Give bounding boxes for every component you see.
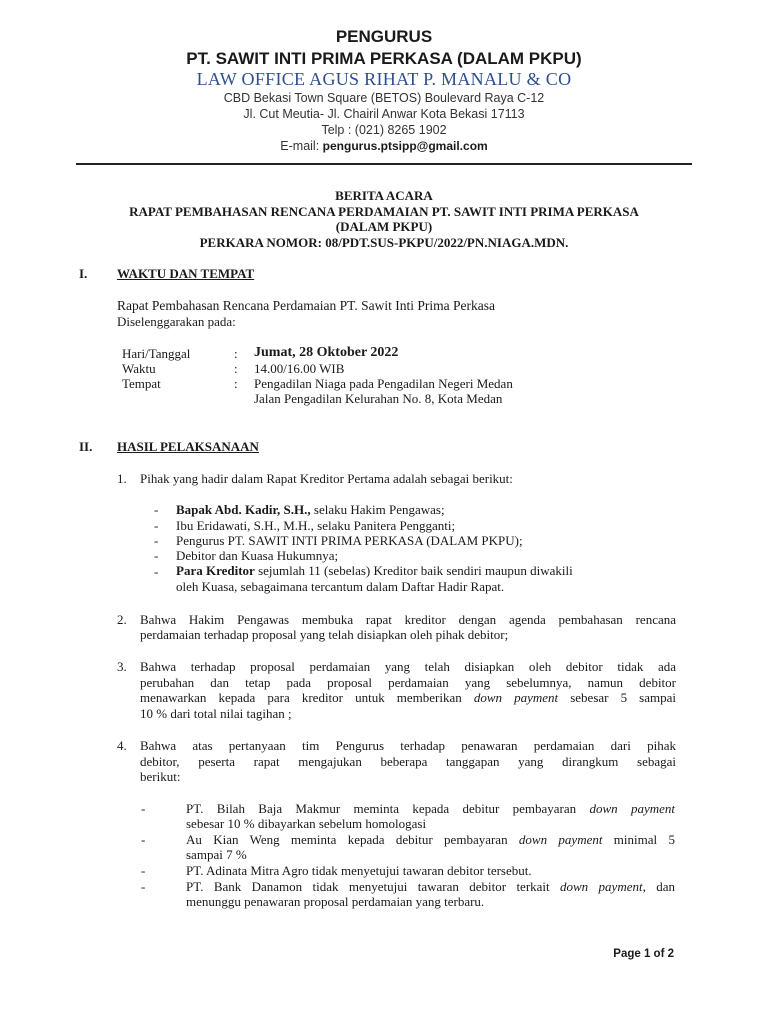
bullet-dash: - bbox=[154, 548, 159, 563]
doc-subtitle: RAPAT PEMBAHASAN RENCANA PERDAMAIAN PT. SAWIT INTI PRIMA PERKASA bbox=[129, 204, 639, 219]
bullet-dash: - bbox=[154, 518, 159, 533]
section-2-heading: HASIL PELAKSANAAN bbox=[117, 439, 259, 454]
row-date-label: Hari/Tanggal bbox=[122, 346, 191, 361]
attendee-1-name: Bapak Abd. Kadir, S.H., bbox=[176, 502, 311, 517]
response-4 bbox=[186, 879, 675, 894]
response-2-down-payment: down payment bbox=[518, 832, 603, 847]
response-4-line-2: menunggu penawaran proposal perdamaian yang terbaru. bbox=[186, 894, 485, 909]
letterhead-address-2: Jl. Cut Meutia- Jl. Chairil Anwar Kota Bekasi 17113 bbox=[243, 107, 525, 121]
bullet-dash: - bbox=[141, 863, 146, 878]
email-label: E-mail: bbox=[280, 139, 323, 153]
item-4-line-2: debitor, peserta rapat mengajukan beberapa tanggapan yang dirangkum sebagai bbox=[140, 754, 676, 769]
item-3-number: 3. bbox=[117, 659, 127, 674]
response-2 bbox=[186, 832, 675, 847]
row-time-label: Waktu bbox=[122, 361, 156, 376]
item-1-number: 1. bbox=[117, 471, 127, 486]
item-3-line-1: Bahwa terhadap proposal perdamaian yang telah disiapkan oleh debitor tidak ada bbox=[140, 659, 676, 674]
attendee-5-rest: sejumlah 11 (sebelas) Kreditor baik sendiri maupun diwakili bbox=[254, 563, 573, 578]
attendee-1 bbox=[176, 502, 445, 517]
item-1-text: Pihak yang hadir dalam Rapat Kreditor Pertama adalah sebagai berikut: bbox=[140, 471, 513, 486]
response-4-b: , dan bbox=[642, 879, 675, 894]
row-place-label: Tempat bbox=[122, 376, 161, 391]
item-3-line-4: 10 % dari total nilai tagihan ; bbox=[140, 706, 292, 721]
attendee-4: Debitor dan Kuasa Hukumnya; bbox=[176, 548, 339, 563]
row-place-value: Pengadilan Niaga pada Pengadilan Negeri Medan bbox=[254, 376, 513, 391]
item-2-line-2: perdamaian terhadap proposal yang telah disiapkan oleh pihak debitor; bbox=[140, 627, 509, 642]
letterhead-firm: LAW OFFICE AGUS RIHAT P. MANALU & CO bbox=[196, 69, 572, 89]
response-1 bbox=[186, 801, 675, 816]
item-3-line-3 bbox=[140, 690, 676, 705]
item-4-line-1: Bahwa atas pertanyaan tim Pengurus terhadap penawaran perdamaian dari pihak bbox=[140, 738, 676, 753]
bullet-dash: - bbox=[141, 832, 146, 847]
bullet-dash: - bbox=[141, 801, 146, 816]
doc-subtitle-2: (DALAM PKPU) bbox=[335, 219, 433, 234]
attendee-2: Ibu Eridawati, S.H., M.H., selaku Panitera Pengganti; bbox=[176, 518, 456, 533]
letterhead-company: PT. SAWIT INTI PRIMA PERKASA (DALAM PKPU) bbox=[186, 49, 582, 68]
letterhead-title: PENGURUS bbox=[335, 27, 433, 46]
attendee-1-role: selaku Hakim Pengawas; bbox=[310, 502, 445, 517]
response-4-down-payment: down payment bbox=[560, 879, 643, 894]
row-date-value: Jumat, 28 Oktober 2022 bbox=[254, 345, 399, 360]
response-1-a: PT. Bilah Baja Makmur meminta kepada debitur pembayaran bbox=[186, 801, 590, 816]
item-3-line-2: perubahan dan tetap pada proposal perdamaian yang sebelumnya, namun debitor bbox=[140, 675, 676, 690]
bullet-dash: - bbox=[141, 879, 146, 894]
attendee-5-line-2: oleh Kuasa, sebagaimana tercantum dalam Daftar Hadir Rapat. bbox=[176, 579, 505, 594]
row-place-sep: : bbox=[234, 376, 238, 391]
section-2-number: II. bbox=[79, 439, 93, 454]
item-2-number: 2. bbox=[117, 612, 127, 627]
section-1-intro: Rapat Pembahasan Rencana Perdamaian PT. Sawit Inti Prima Perkasa bbox=[117, 298, 496, 313]
section-1-number: I. bbox=[79, 266, 88, 281]
bullet-dash: - bbox=[154, 502, 159, 517]
attendee-5-bold: Para Kreditor bbox=[176, 563, 255, 578]
section-1-heading: WAKTU DAN TEMPAT bbox=[117, 266, 255, 281]
item-4-line-3: berikut: bbox=[140, 769, 181, 784]
response-1-down-payment: down payment bbox=[589, 801, 675, 816]
page-number: Page 1 of 2 bbox=[613, 948, 674, 960]
item-3-down-payment: down payment bbox=[473, 690, 559, 705]
email-address: pengurus.ptsipp@gmail.com bbox=[322, 139, 488, 153]
case-number: PERKARA NOMOR: 08/PDT.SUS-PKPU/2022/PN.NIAGA.MDN. bbox=[199, 235, 569, 250]
response-1-line-2: sebesar 10 % dibayarkan sebelum homologasi bbox=[186, 816, 427, 831]
item-3-line-3a: menawarkan kepada para kreditor untuk memberikan bbox=[140, 690, 474, 705]
section-1-intro-2: Diselenggarakan pada: bbox=[117, 314, 236, 329]
row-time-value: 14.00/16.00 WIB bbox=[254, 361, 345, 376]
letterhead-divider bbox=[76, 163, 692, 165]
attendee-3: Pengurus PT. SAWIT INTI PRIMA PERKASA (DALAM PKPU); bbox=[176, 533, 523, 548]
bullet-dash: - bbox=[154, 564, 159, 579]
row-place-value-2: Jalan Pengadilan Kelurahan No. 8, Kota Medan bbox=[254, 391, 503, 406]
response-2-line-2: sampai 7 % bbox=[186, 847, 247, 862]
item-4-number: 4. bbox=[117, 738, 127, 753]
response-2-b: minimal 5 bbox=[602, 832, 675, 847]
response-4-a: PT. Bank Danamon tidak menyetujui tawaran debitor terkait bbox=[186, 879, 561, 894]
item-3-line-3b: sebesar 5 sampai bbox=[558, 690, 676, 705]
attendee-5 bbox=[176, 563, 674, 578]
row-time-sep: : bbox=[234, 361, 238, 376]
letterhead-phone: Telp : (021) 8265 1902 bbox=[321, 123, 447, 137]
doc-title: BERITA ACARA bbox=[335, 188, 433, 203]
bullet-dash: - bbox=[154, 533, 159, 548]
letterhead-email-line bbox=[0, 139, 768, 153]
response-2-a: Au Kian Weng meminta kepada debitur pembayaran bbox=[186, 832, 519, 847]
row-date-sep: : bbox=[234, 346, 238, 361]
response-3: PT. Adinata Mitra Agro tidak menyetujui tawaran debitor tersebut. bbox=[186, 863, 532, 878]
letterhead-address-1: CBD Bekasi Town Square (BETOS) Boulevard Raya C-12 bbox=[223, 91, 545, 105]
item-2-line-1: Bahwa Hakim Pengawas membuka rapat kreditor dengan agenda pembahasan rencana bbox=[140, 612, 676, 627]
